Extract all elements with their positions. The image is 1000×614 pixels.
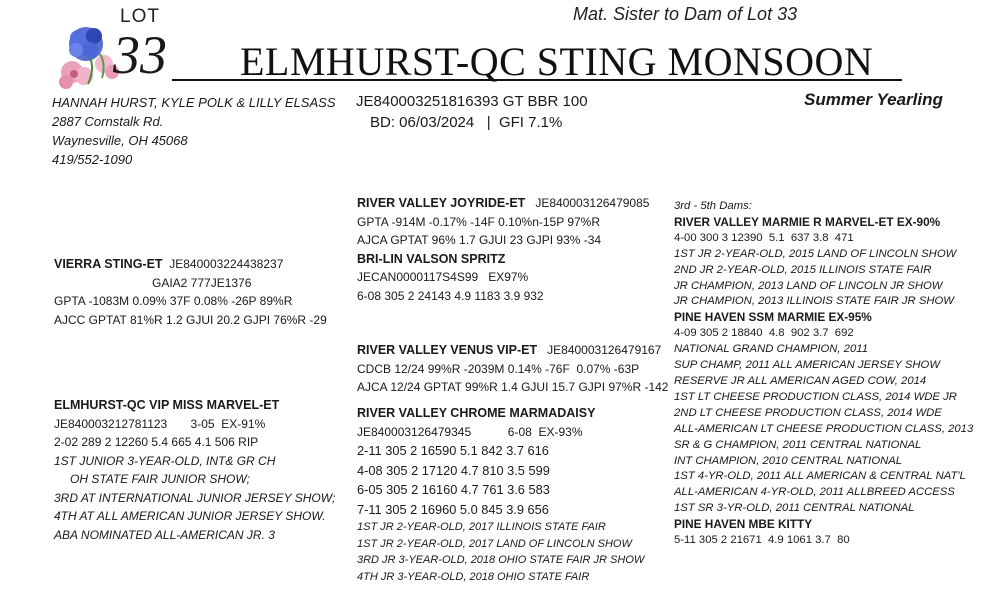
dams-sire-cdcb: CDCB 12/24 99%R -2039M 0.14% -76F 0.07% -63P — [357, 361, 640, 376]
fourth-dam-name: PINE HAVEN SSM MARMIE EX-95% — [674, 310, 872, 325]
fourth-dam-award: 1ST SR 3-YR-OLD, 2011 CENTRAL NATIONAL — [674, 502, 915, 515]
dams-dam-record: 6-05 305 2 16160 4.7 761 3.6 583 — [357, 482, 550, 497]
fourth-dam-award: 1ST LT CHEESE PRODUCTION CLASS, 2014 WDE JR — [674, 390, 957, 403]
owner-address-line2: Waynesville, OH 45068 — [52, 133, 188, 148]
animal-name: ELMHURST-QC STING MONSOON — [240, 39, 874, 84]
dam-award: 4TH AT ALL AMERICAN JUNIOR JERSEY SHOW. — [54, 509, 326, 523]
third-dam-record: 4-00 300 3 12390 5.1 637 3.8 471 — [674, 231, 854, 244]
class-label: Summer Yearling — [804, 90, 943, 109]
fourth-dam-award: ALL-AMERICAN LT CHEESE PRODUCTION CLASS, 2013 — [674, 422, 974, 435]
sires-sire-ajca: AJCA GPTAT 96% 1.7 GJUI 23 GJPI 93% -34 — [357, 233, 602, 247]
sire-gpta: GPTA -1083M 0.09% 37F 0.08% -26P 89%R — [54, 294, 293, 308]
fourth-dam-award: NATIONAL GRAND CHAMPION, 2011 — [674, 343, 868, 356]
fourth-dam-award: 1ST 4-YR-OLD, 2011 ALL AMERICAN & CENTRAL NAT'L — [674, 470, 966, 483]
fourth-dam-award: SUP CHAMP, 2011 ALL AMERICAN JERSEY SHOW — [674, 359, 940, 372]
dams-sire-block — [357, 341, 668, 397]
lot-number: 33 — [113, 25, 167, 85]
dams-dam-record: 2-11 305 2 16590 5.1 842 3.7 616 — [357, 443, 549, 458]
fourth-dam-award: ALL-AMERICAN 4-YR-OLD, 2011 ALLBREED ACCESS — [674, 486, 955, 499]
sire-reg: JE840003224438237 — [169, 257, 284, 271]
owner-block — [52, 93, 336, 169]
dams-dam-award: 1ST JR 2-YEAR-OLD, 2017 LAND OF LINCOLN SHOW — [357, 537, 632, 550]
sire-name: VIERRA STING-ET — [54, 257, 163, 271]
registration-line1: JE840003251816393 GT BBR 100 — [356, 93, 588, 110]
dam-reg: JE840003212781123 3-05 EX-91% — [54, 416, 266, 431]
third-dam-award: JR CHAMPION, 2013 LAND OF LINCOLN JR SHOW — [674, 279, 943, 292]
third-dam-award: JR CHAMPION, 2013 ILLINOIS STATE FAIR JR SHOW — [674, 295, 954, 308]
dams-sire-reg: JE840003126479167 — [547, 343, 662, 357]
dam-record: 2-02 289 2 12260 5.4 665 4.1 506 RIP — [54, 435, 259, 449]
third-dam-award: 2ND JR 2-YEAR-OLD, 2015 ILLINOIS STATE FAIR — [674, 263, 932, 276]
dam-block — [54, 396, 335, 544]
dams-sire-name: RIVER VALLEY VENUS VIP-ET — [357, 343, 538, 357]
sires-dam-name: BRI-LIN VALSON SPRITZ — [357, 251, 506, 266]
fifth-dam-record: 5-11 305 2 21671 4.9 1061 3.7 80 — [674, 534, 850, 547]
dams-dam-award: 3RD JR 3-YEAR-OLD, 2018 OHIO STATE FAIR JR SHOW — [357, 554, 645, 566]
lot-label: LOT — [120, 6, 160, 27]
fifth-dam-name: PINE HAVEN MBE KITTY — [674, 517, 813, 532]
sire-line2: GAIA2 777JE1376 — [152, 275, 252, 290]
dams-sire-ajca: AJCA 12/24 GPTAT 99%R 1.4 GJUI 15.7 GJPI 97%R -142 — [357, 380, 669, 394]
owner-name: HANNAH HURST, KYLE POLK & LILLY ELSASS — [52, 95, 336, 110]
dam-name: ELMHURST-QC VIP MISS MARVEL-ET — [54, 398, 280, 412]
sires-dam-reg: JECAN0000117S4S99 EX97% — [357, 270, 529, 284]
maternal-sister-note: Mat. Sister to Dam of Lot 33 — [573, 4, 798, 24]
dam-award: ABA NOMINATED ALL-AMERICAN JR. 3 — [54, 527, 275, 542]
fourth-dam-award: SR & G CHAMPION, 2011 CENTRAL NATIONAL — [674, 438, 922, 451]
dams-dam-reg: JE840003126479345 6-08 EX-93% — [357, 424, 583, 439]
dam-award: 3RD AT INTERNATIONAL JUNIOR JERSEY SHOW; — [54, 490, 336, 505]
cornflower-icon — [69, 27, 103, 61]
dams-dam-record: 4-08 305 2 17120 4.7 810 3.5 599 — [357, 462, 550, 478]
sire-ajcc: AJCC GPTAT 81%R 1.2 GJUI 20.2 GJPI 76%R -29 — [54, 312, 327, 327]
dams-dam-award: 1ST JR 2-YEAR-OLD, 2017 ILLINOIS STATE FAIR — [357, 521, 606, 533]
owner-phone: 419/552-1090 — [52, 152, 133, 167]
sires-sire-reg: JE840003126479085 — [535, 196, 650, 210]
fourth-dam-record: 4-09 305 2 18840 4.8 902 3.7 692 — [674, 327, 854, 340]
dams-dam-record: 7-11 305 2 16960 5.0 845 3.9 656 — [357, 501, 549, 517]
sires-sire-gpta: GPTA -914M -0.17% -14F 0.10%n-15P 97%R — [357, 214, 601, 229]
dams-dam-name: RIVER VALLEY CHROME MARMADAISY — [357, 406, 596, 420]
sires-sire-block — [357, 194, 649, 305]
dams-dam-award: 4TH JR 3-YEAR-OLD, 2018 OHIO STATE FAIR — [357, 570, 590, 583]
fourth-dam-award: RESERVE JR ALL AMERICAN AGED COW, 2014 — [674, 374, 927, 387]
dams-heading: 3rd - 5th Dams: — [674, 200, 752, 212]
sires-sire-name: RIVER VALLEY JOYRIDE-ET — [357, 196, 526, 210]
third-dam-award: 1ST JR 2-YEAR-OLD, 2015 LAND OF LINCOLN SHOW — [674, 247, 957, 260]
dam-award: 1ST JUNIOR 3-YEAR-OLD, INT& GR CH — [54, 453, 276, 468]
dam-award: OH STATE FAIR JUNIOR SHOW; — [70, 472, 250, 486]
third-fifth-dams-block — [674, 199, 973, 549]
registration-line2: BD: 06/03/2024 | GFI 7.1% — [370, 114, 563, 131]
dams-dam-block — [357, 404, 644, 585]
fourth-dam-award: INT CHAMPION, 2010 CENTRAL NATIONAL — [674, 454, 903, 467]
fourth-dam-award: 2ND LT CHEESE PRODUCTION CLASS, 2014 WDE — [674, 406, 942, 419]
owner-address-line1: 2887 Cornstalk Rd. — [52, 114, 164, 129]
third-dam-name: RIVER VALLEY MARMIE R MARVEL-ET EX-90% — [674, 214, 941, 229]
sires-dam-record: 6-08 305 2 24143 4.9 1183 3.9 932 — [357, 288, 544, 303]
sire-block — [54, 255, 327, 329]
